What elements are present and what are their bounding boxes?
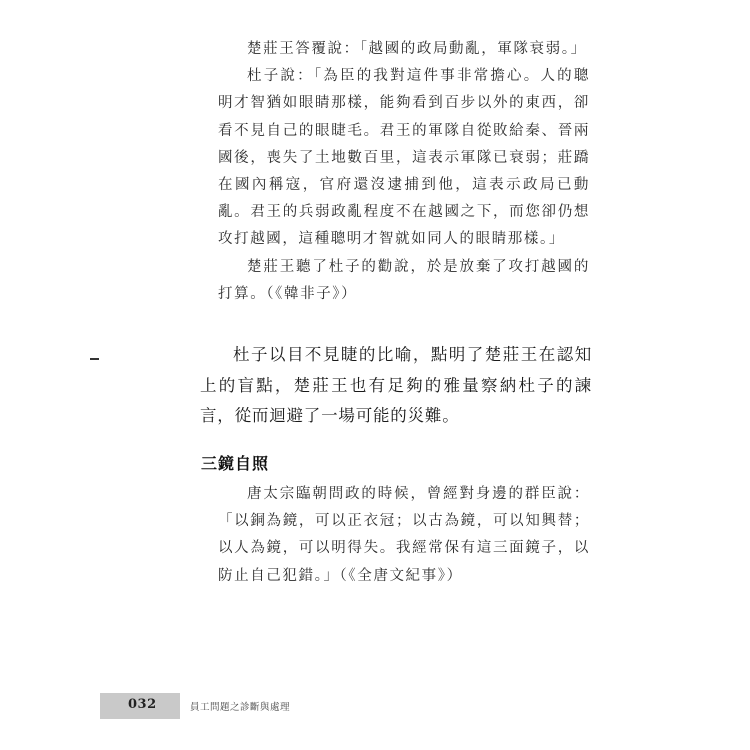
commentary-paragraph: 杜子以目不見睫的比喻，點明了楚莊王在認知上的盲點，楚莊王也有足夠的雅量察納杜子的諫言，從而迴避了一場可能的災難。 <box>200 345 592 425</box>
quote-block <box>218 36 590 308</box>
section-heading: 三鏡自照 <box>201 454 270 473</box>
page-number: 032 <box>128 697 157 712</box>
section-quote-paragraph: 唐太宗臨朝問政的時候，曾經對身邊的群臣說：「以銅為鏡，可以正衣冠；以古為鏡，可以知興替；以人為鏡，可以明得失。我經常保有這三面鏡子，以防止自己犯錯。」（《全唐文紀事》） <box>218 486 590 584</box>
section-quote-block <box>218 481 590 590</box>
quote-paragraph: 杜子說：「為臣的我對這件事非常擔心。人的聰明才智猶如眼睛那樣，能夠看到百步以外的東西，卻看不見自己的眼睫毛。君王的軍隊自從敗給秦、晉兩國後，喪失了土地數百里，這表示軍隊已衰弱；莊蹻在國內稱寇，官府還沒逮捕到他，這表示政局已動亂。君王的兵弱政亂程度不在越國之下，而您卻仍想攻打越國，這種聰明才智就如同人的眼睛那樣。」 <box>218 68 590 248</box>
quote-paragraph: 楚莊王聽了杜子的勸說，於是放棄了攻打越國的打算。（《韓非子》） <box>218 258 590 302</box>
margin-mark <box>90 358 99 360</box>
commentary-block <box>200 340 592 432</box>
running-title: 員工問題之診斷與處理 <box>190 702 291 713</box>
quote-paragraph: 楚莊王答覆說：「越國的政局動亂，軍隊衰弱。」 <box>247 41 587 57</box>
